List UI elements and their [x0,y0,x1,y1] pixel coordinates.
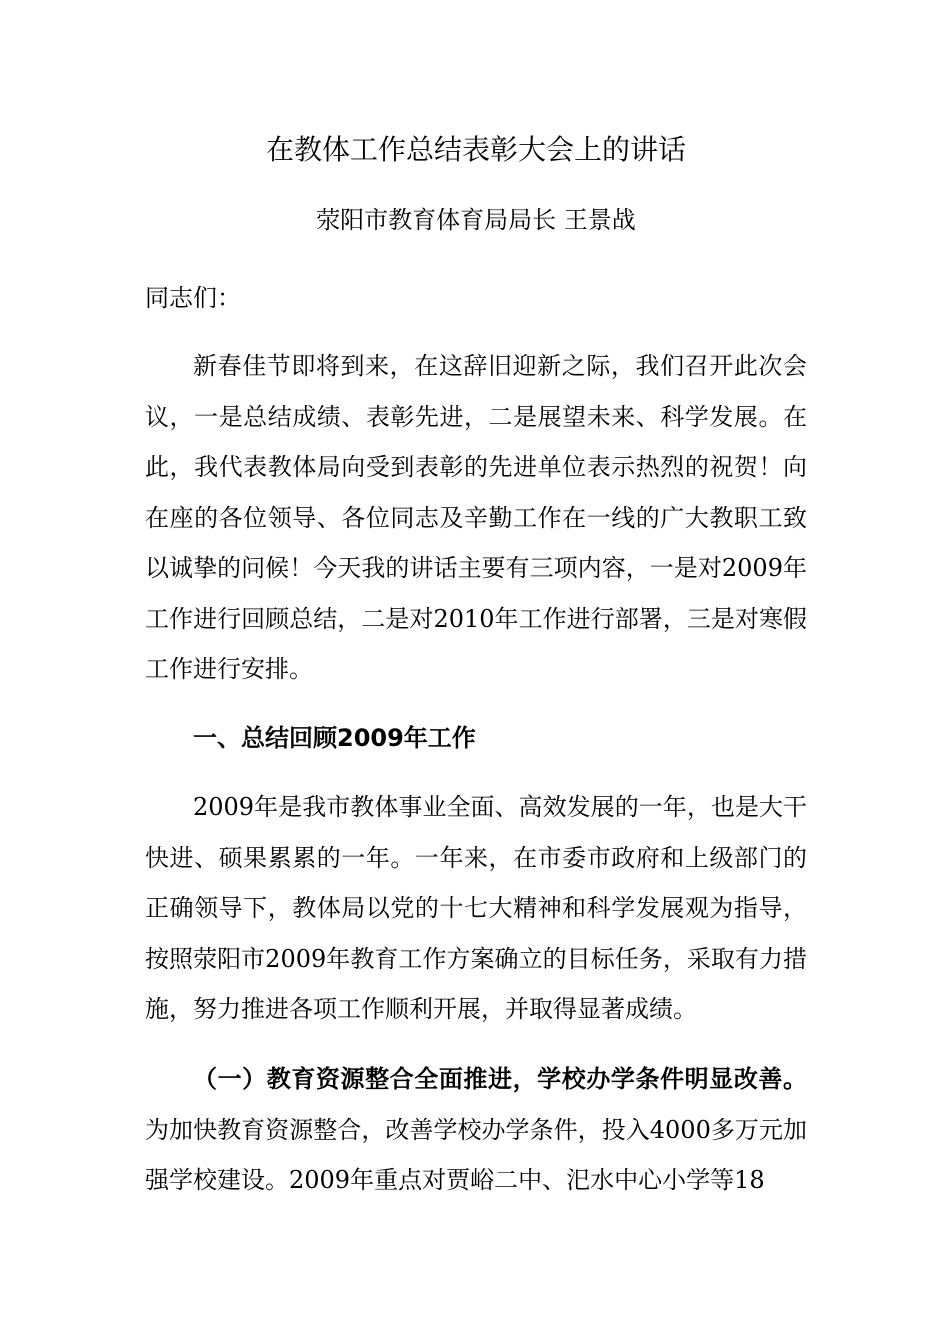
salutation: 同志们： [145,284,241,312]
paragraph-intro: 新春佳节即将到来，在这辞旧迎新之际，我们召开此次会议，一是总结成绩、表彰先进，二是展望未来、科学发展。在此，我代表教体局向受到表彰的先进单位表示热烈的祝贺！向在座的各位领导、各位同志及辛勤工作在一线的广大教职工致以诚挚的问候！今天我的讲话主要有三项内容，一是对2009年工作进行回顾总结，二是对2010年工作进行部署，三是对寒假工作进行安排。 [145,352,807,683]
paragraph-resources [145,1054,807,1206]
section-heading: 一、总结回顾2009年工作 [193,724,476,752]
document-title: 在教体工作总结表彰大会上的讲话 [265,133,686,166]
document-author: 荥阳市教育体育局局长 王景战 [316,206,636,234]
paragraph-review: 2009年是我市教体事业全面、高效发展的一年，也是大干快进、硕果累累的一年。一年来，在市委市政府和上级部门的正确领导下，教体局以党的十七大精神和科学发展观为指导，按照荥阳市2009年教育工作方案确立的目标任务，采取有力措施，努力推进各项工作顺利开展，并取得显著成绩。 [145,793,807,1023]
subsection-heading: （一）教育资源整合全面推进，学校办学条件明显改善。 [193,1065,807,1093]
paragraph-resources-body: 为加快教育资源整合，改善学校办学条件，投入4000多万元加强学校建设。2009年重点对贾峪二中、汜水中心小学等18 [145,1115,807,1194]
